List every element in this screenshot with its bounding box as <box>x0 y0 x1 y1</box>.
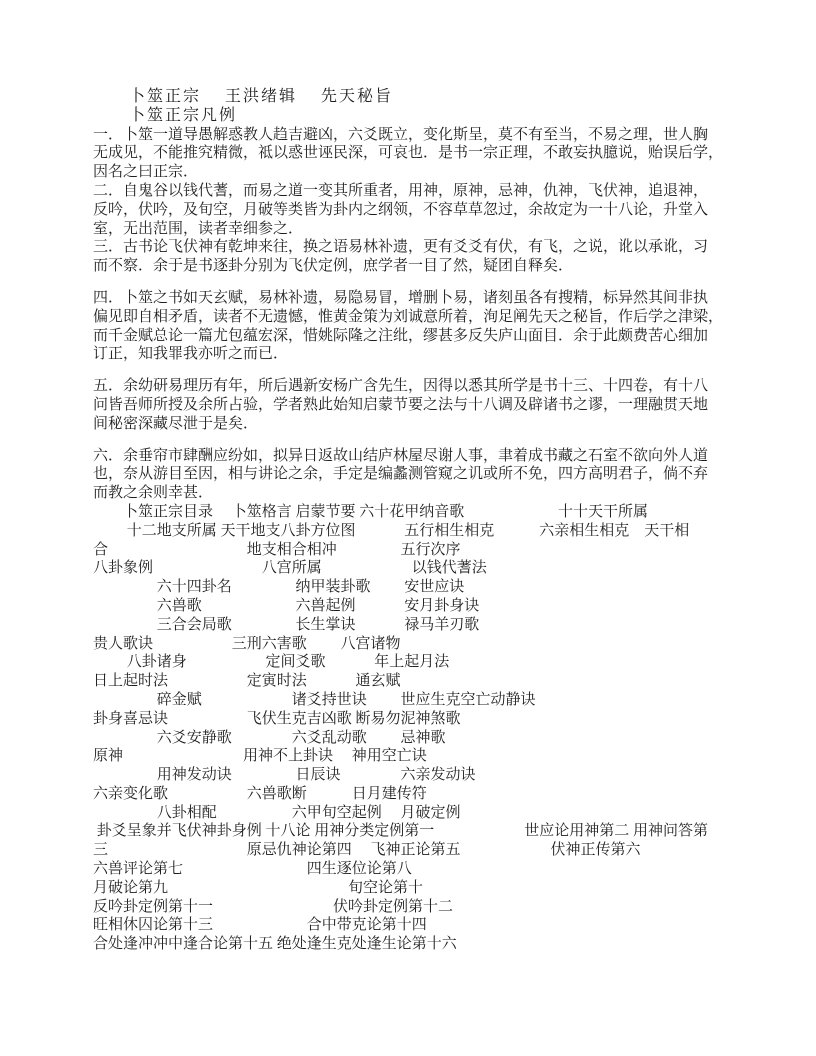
doc-title-line: 卜筮正宗 王洪绪辑 先天秘旨 <box>93 88 394 105</box>
text-line: 偏见即自相矛盾，读者不无遗憾，惟黄金策为刘诚意所着，洵足阐先天之秘旨，作后学之津梁， <box>93 308 724 325</box>
text-line: 贵人歌诀 三刑六害歌 八宫诸物 <box>93 635 401 652</box>
text-line: 问皆吾师所授及余所占验，学者熟此始知启蒙节要之法与十八调及辟诸书之谬，一理融贯天地 <box>93 396 709 413</box>
text-line: 五．余幼研易理历有年，所后遇新安杨广含先生，因得以悉其所学是书十三、十四卷，有十八 <box>93 378 709 395</box>
text-line: 也，奈从游目至因，相与讲论之余，手定是编蠡测管窥之讥或所不免，四方高明君子，倘不弃 <box>93 466 709 483</box>
text-line: 六爻安静歌 六爻乱动歌 忌神歌 <box>93 729 446 746</box>
text-line: 六兽评论第七 四生逐位论第八 <box>93 861 412 878</box>
text-line: 无成见，不能推究精微，祗以惑世诬民深，可哀也．是书一宗正理，不敢妄执臆说，贻误后学， <box>93 145 724 162</box>
text-line: 碎金赋 诸爻持世诀 世应生克空亡动静诀 <box>93 691 536 708</box>
text-line: 八卦象例 八宫所属 以钱代蓍法 <box>93 560 487 577</box>
text-line: 三 原忌仇神论第四 飞神正论第五 伏神正传第六 <box>93 842 641 859</box>
text-line: 而不察．余于是书逐卦分别为飞伏定例，庶学者一目了然，疑团自释矣． <box>93 258 574 275</box>
text-line: 反吟，伏吟，及旬空，月破等类皆为卦内之纲领，不容草草忽过，余故定为一十八论，升堂入 <box>93 201 709 218</box>
text-line: 订正，知我罪我亦听之而已． <box>93 346 289 363</box>
text-line: 八卦相配 六甲旬空起例 月破定例 <box>93 804 461 821</box>
blank-line <box>93 276 773 289</box>
text-line: 十二地支所属 天干地支八卦方位图 五行相生相克 六亲相生相克 天干相 <box>93 522 690 539</box>
text-line: 反吟卦定例第十一 伏吟卦定例第十二 <box>93 898 454 915</box>
text-line: 月破论第九 旬空论第十 <box>93 879 424 896</box>
text-line: 卦身喜忌诀 飞伏生克吉凶歌 断易勿泥神煞歌 <box>93 710 461 727</box>
document-body <box>93 88 773 954</box>
text-line: 合 地支相合相冲 五行次序 <box>93 541 461 558</box>
text-line: 四．卜筮之书如天玄赋，易林补遗，易隐易冒，增删卜易，诸刻虽各有搜精，标异然其间非执 <box>93 289 709 306</box>
text-line: 八卦诸身 定间爻歌 年上起月法 <box>93 654 450 671</box>
text-line: 卦爻呈象并飞伏神卦身例 十八论 用神分类定例第一 世应论用神第二 用神问答第 <box>93 823 709 840</box>
text-line: 六．余垂帘市肆酬应纷如，拟异日返故山结庐林屋尽谢人事，聿着成书藏之石室不欲向外人道 <box>93 447 709 464</box>
text-line: 因名之曰正宗． <box>93 164 199 181</box>
blank-line <box>93 434 773 447</box>
toc-heading-line: 卜筮正宗目录 卜筮格言 启蒙节要 六十花甲纳音歌 十十天干所属 <box>93 503 649 520</box>
text-line: 二．自鬼谷以钱代蓍，而易之道一变其所重者，用神，原神，忌神，仇神，飞伏神，追退神， <box>93 182 709 199</box>
text-line: 六兽歌 六兽起例 安月卦身诀 <box>93 597 480 614</box>
text-line: 原神 用神不上卦诀 神用空亡诀 <box>93 748 427 765</box>
text-line: 而千金赋总论一篇尤包蕴宏深，惜姚际隆之注纰，缪甚多反失庐山面目．余于此颇费苦心细加 <box>93 327 709 344</box>
text-line: 日上起时法 定寅时法 通玄赋 <box>93 673 401 690</box>
text-line: 六十四卦名 纳甲装卦歌 安世应诀 <box>93 579 465 596</box>
text-line: 而教之余则幸甚． <box>93 485 214 502</box>
fanli-heading-line: 卜筮正宗凡例 <box>93 106 238 124</box>
text-line: 室，无出范围，读者幸细参之． <box>93 220 304 237</box>
text-line: 旺相休囚论第十三 合中带克论第十四 <box>93 917 427 934</box>
text-line: 三合会局歌 长生掌诀 禄马羊刃歌 <box>93 616 480 633</box>
text-line: 间秘密深藏尽泄于是矣． <box>93 415 259 432</box>
text-line: 合处逢冲冲中逢合论第十五 绝处逢生克处逢生论第十六 <box>93 936 457 953</box>
text-line: 用神发动诀 日辰诀 六亲发动诀 <box>93 767 476 784</box>
blank-line <box>93 364 773 377</box>
text-line: 一．卜筮一道导愚解惑教人趋吉避凶，六爻既立，变化斯呈，莫不有至当，不易之理，世人胸 <box>93 126 709 143</box>
text-line: 六亲变化歌 六兽歌断 日月建传符 <box>93 785 427 802</box>
text-line: 三．古书论飞伏神有乾坤来往，换之语易林补遗，更有爻爻有伏，有飞，之说，讹以承讹，习 <box>93 239 709 256</box>
